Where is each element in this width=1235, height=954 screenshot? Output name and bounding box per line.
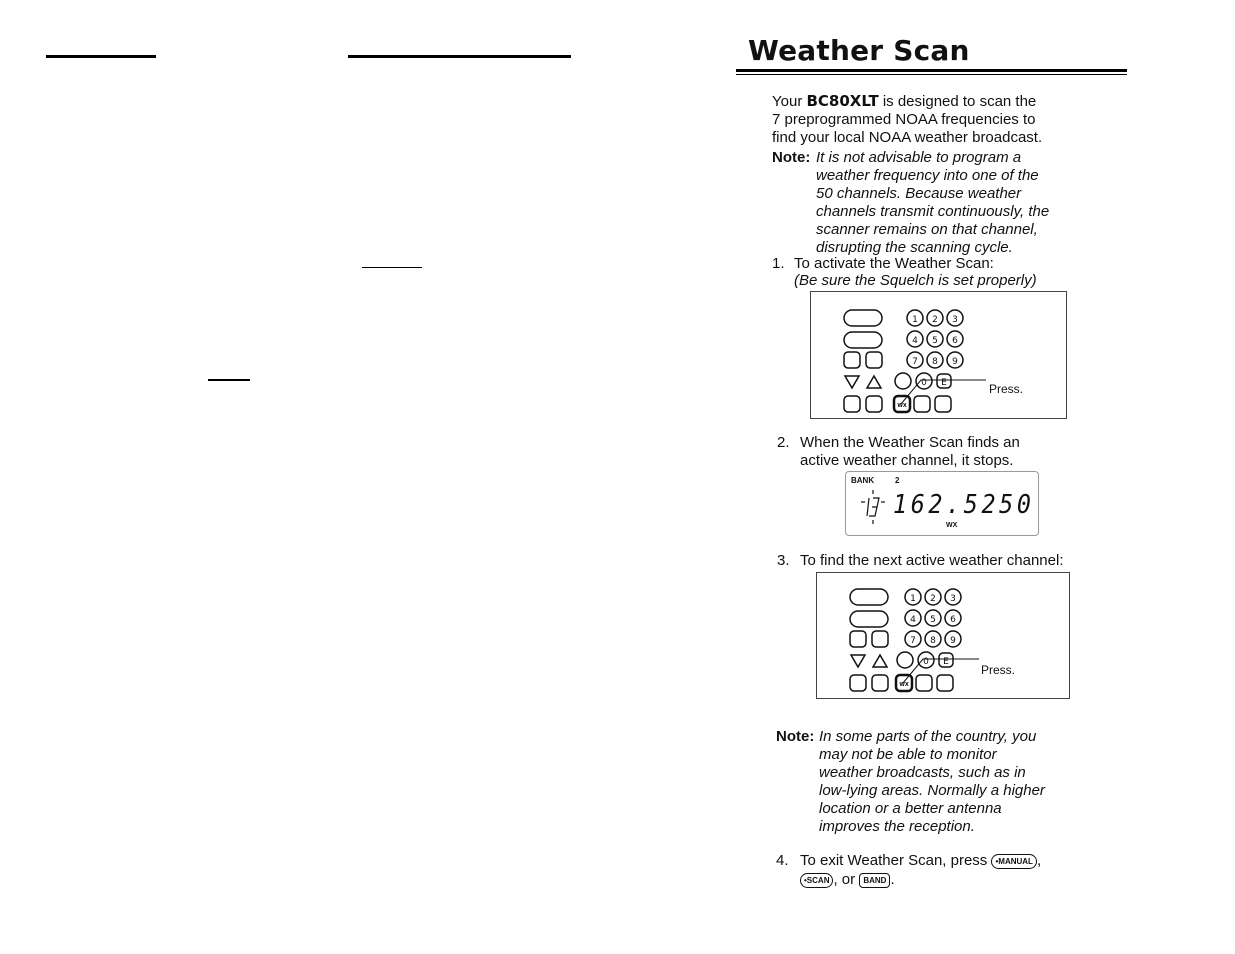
svg-text:6: 6 xyxy=(952,336,958,346)
lcd-wx-indicator: WX xyxy=(946,522,958,529)
left-rule-2 xyxy=(348,55,571,58)
manual-key-icon: •MANUAL xyxy=(991,854,1036,869)
press-label-1: Press. xyxy=(989,382,1024,396)
model-name: BC80XLT xyxy=(806,92,879,110)
step-1: 1. To activate the Weather Scan: (Be sure the Squelch is set properly) xyxy=(772,255,1037,289)
step-3: 3. To find the next active weather channel: xyxy=(777,552,1064,569)
lcd-bank-label: BANK xyxy=(851,476,875,485)
lcd-channel-blink xyxy=(851,488,891,528)
svg-text:6: 6 xyxy=(950,615,956,625)
svg-text:4: 4 xyxy=(910,615,916,625)
keypad-illustration-1 xyxy=(810,291,1067,419)
lcd-bank-number: 2 xyxy=(895,476,900,485)
svg-text:2: 2 xyxy=(930,594,936,604)
svg-text:1: 1 xyxy=(912,315,918,325)
svg-text:2: 2 xyxy=(932,315,938,325)
svg-text:0: 0 xyxy=(921,378,927,388)
note-1-label: Note: xyxy=(772,149,811,166)
svg-text:1: 1 xyxy=(910,594,916,604)
svg-text:4: 4 xyxy=(912,336,918,346)
left-rule-3 xyxy=(362,267,422,268)
keypad-2-drawing xyxy=(817,573,1069,698)
title-underline-thick xyxy=(736,69,1127,72)
svg-text:E: E xyxy=(941,378,947,388)
lcd-display xyxy=(845,471,1039,536)
note-2-label: Note: xyxy=(776,728,815,745)
note-1: Note: It is not advisable to program a weather frequency into one of the 50 channels. Because weather channels transmit continuously, the scanner remains on that channel, disrupting the scanning cycle. xyxy=(772,149,1050,256)
svg-text:3: 3 xyxy=(952,315,958,325)
svg-text:WX: WX xyxy=(897,403,907,409)
left-rule-1 xyxy=(46,55,156,58)
svg-text:E: E xyxy=(943,657,949,667)
svg-text:WX: WX xyxy=(899,682,909,688)
title-underline-thin xyxy=(736,74,1127,75)
svg-text:7: 7 xyxy=(912,357,918,367)
keypad-1-drawing xyxy=(811,292,1066,418)
keypad-illustration-2 xyxy=(816,572,1070,699)
intro-paragraph: Your BC80XLT is designed to scan the 7 preprogrammed NOAA frequencies to find your local NOAA weather broadcast. xyxy=(772,92,1043,146)
lcd-frequency: 162.5250 xyxy=(893,490,1035,520)
svg-text:5: 5 xyxy=(930,615,936,625)
step-4: 4. To exit Weather Scan, press •MANUAL , •SCAN , or BAND . xyxy=(776,852,1042,888)
svg-text:9: 9 xyxy=(952,357,958,367)
svg-text:5: 5 xyxy=(932,336,938,346)
svg-text:3: 3 xyxy=(950,594,956,604)
svg-text:7: 7 xyxy=(910,636,916,646)
svg-text:0: 0 xyxy=(923,657,929,667)
page-title: Weather Scan xyxy=(748,34,970,67)
band-key-icon: BAND xyxy=(859,873,890,888)
svg-text:8: 8 xyxy=(930,636,936,646)
left-rule-4 xyxy=(208,379,250,381)
note-2: Note: In some parts of the country, you may not be able to monitor weather broadcasts, such as in low-lying areas. Normally a higher location or a better antenna improves the reception. xyxy=(776,728,1045,835)
press-label-2: Press. xyxy=(981,663,1016,677)
svg-text:8: 8 xyxy=(932,357,938,367)
scan-key-icon: •SCAN xyxy=(800,873,833,888)
svg-text:9: 9 xyxy=(950,636,956,646)
step-2: 2. When the Weather Scan finds an active weather channel, it stops. xyxy=(777,434,1020,469)
